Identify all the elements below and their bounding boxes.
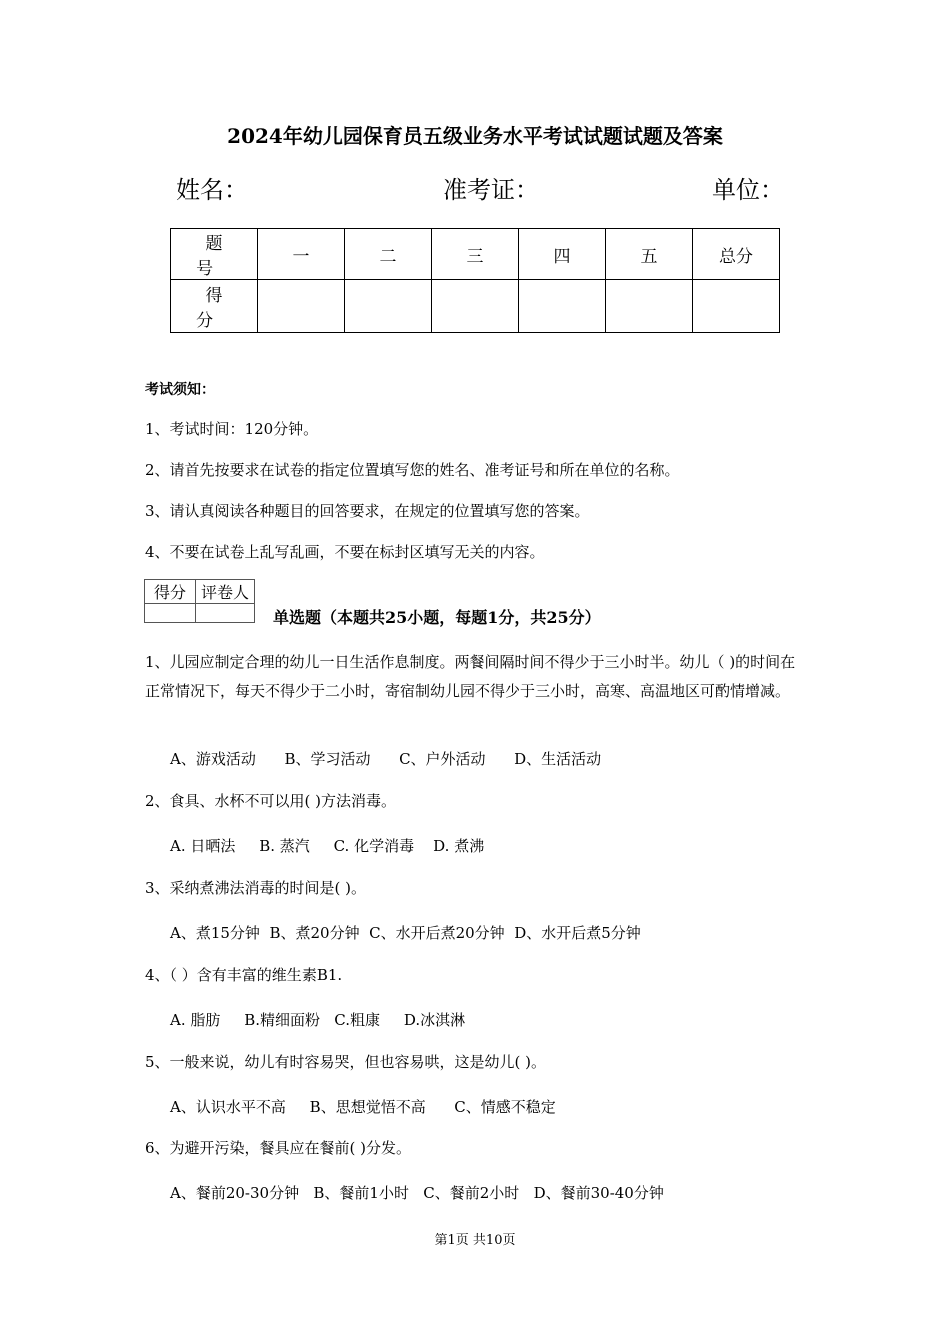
score-cell-3[interactable] [432, 280, 519, 333]
page-title: 2024年幼儿园保育员五级业务水平考试试题试题及答案 [227, 124, 723, 148]
grader-box [144, 579, 255, 623]
score-table [170, 228, 780, 333]
name-label: 姓名： [176, 176, 248, 204]
exam-number-label: 准考证： [443, 176, 539, 204]
question-3: 3、采纳煮沸法消毒的时间是( )。 [145, 879, 367, 897]
column-5: 五 [606, 229, 693, 280]
page-footer: 第1页 共10页 [434, 1233, 516, 1248]
question-6-options: A、餐前20-30分钟 B、餐前1小时 C、餐前2小时 D、餐前30-40分钟 [170, 1184, 664, 1202]
score-table-header-row [171, 229, 780, 280]
score-cell-1[interactable] [258, 280, 345, 333]
grader-name-label: 评卷人 [196, 580, 255, 604]
column-1: 一 [258, 229, 345, 280]
unit-label: 单位： [712, 176, 784, 204]
column-4: 四 [519, 229, 606, 280]
score-cell-4[interactable] [519, 280, 606, 333]
question-5-options: A、认识水平不高 B、思想觉悟不高 C、情感不稳定 [170, 1098, 556, 1116]
column-2: 二 [345, 229, 432, 280]
score-cell-total[interactable] [693, 280, 780, 333]
question-4-options: A. 脂肪 B.精细面粉 C.粗康 D.冰淇淋 [170, 1011, 466, 1029]
grader-score-label: 得分 [145, 580, 196, 604]
score-label: 得 分 [171, 280, 258, 333]
question-3-options: A、煮15分钟 B、煮20分钟 C、水开后煮20分钟 D、水开后煮5分钟 [170, 924, 641, 942]
column-total: 总分 [693, 229, 780, 280]
notice-item: 1、考试时间：120分钟。 [145, 420, 319, 438]
notice-item: 2、请首先按要求在试卷的指定位置填写您的姓名、准考证号和所在单位的名称。 [145, 461, 680, 479]
column-3: 三 [432, 229, 519, 280]
grader-score-cell[interactable] [145, 604, 196, 623]
question-number-label: 题 号 [171, 229, 258, 280]
score-table-score-row [171, 280, 780, 333]
section-heading: 单选题（本题共25小题，每题1分，共25分） [273, 608, 601, 627]
notice-title: 考试须知： [145, 382, 215, 398]
question-1: 1、儿园应制定合理的幼儿一日生活作息制度。两餐间隔时间不得少于三小时半。幼儿（ )的时间在正常情况下，每天不得少于二小时，寄宿制幼儿园不得少于三小时，高寒、高温地区可酌情增减。 [145, 653, 796, 700]
question-2-options: A. 日晒法 B. 蒸汽 C. 化学消毒 D. 煮沸 [170, 837, 485, 855]
notice-item: 3、请认真阅读各种题目的回答要求，在规定的位置填写您的答案。 [145, 502, 590, 520]
question-2: 2、食具、水杯不可以用( )方法消毒。 [145, 792, 397, 810]
question-5: 5、一般来说，幼儿有时容易哭，但也容易哄，这是幼儿( )。 [145, 1053, 547, 1071]
question-6: 6、为避开污染，餐具应在餐前( )分发。 [145, 1139, 412, 1157]
notice-item: 4、不要在试卷上乱写乱画，不要在标封区填写无关的内容。 [145, 543, 545, 561]
question-4: 4、（ ）含有丰富的维生素B1. [145, 966, 343, 984]
grader-name-cell[interactable] [196, 604, 255, 623]
score-cell-2[interactable] [345, 280, 432, 333]
score-cell-5[interactable] [606, 280, 693, 333]
question-1-options: A、游戏活动 B、学习活动 C、户外活动 D、生活活动 [170, 750, 602, 768]
